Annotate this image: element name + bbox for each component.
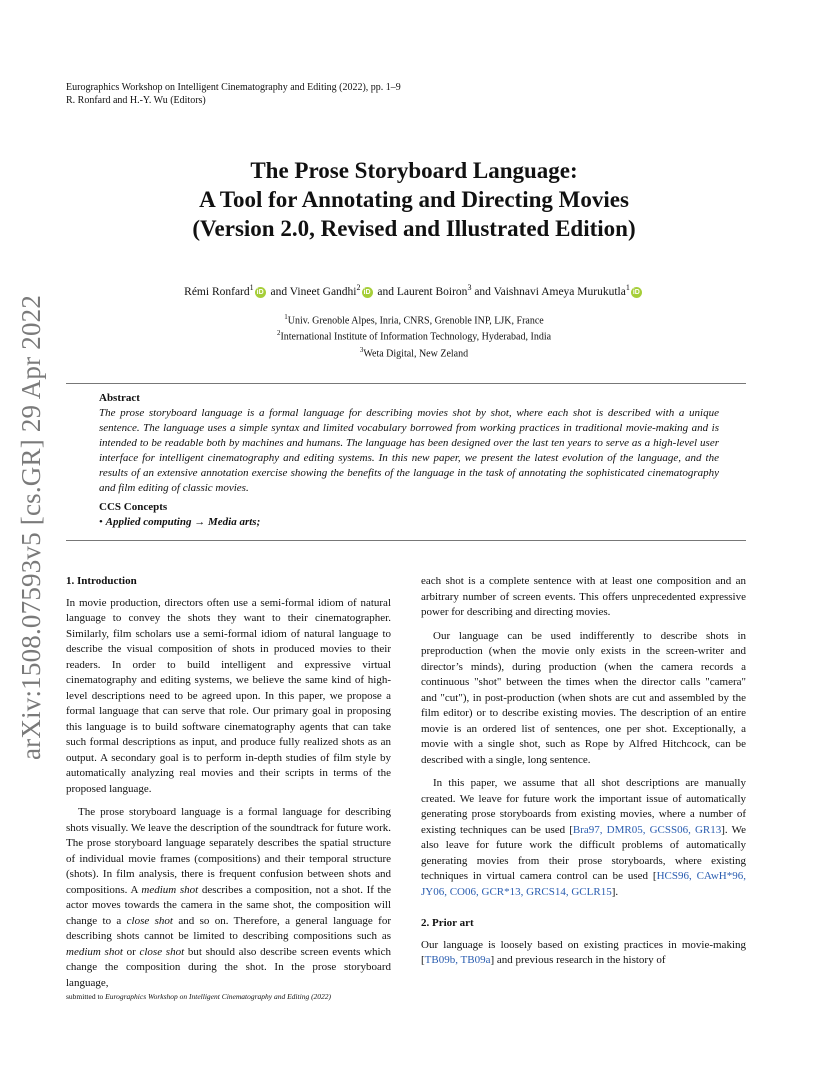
- author-name: Laurent Boiron: [396, 285, 468, 298]
- section-heading: 2. Prior art: [421, 917, 474, 929]
- title-line-2: A Tool for Annotating and Directing Movies: [199, 187, 629, 212]
- author-list: [90, 283, 738, 298]
- ccs-concepts: [99, 515, 719, 530]
- page-footer: [66, 992, 331, 1001]
- ccs-concept: Applied computing: [105, 516, 192, 528]
- arxiv-stamp: arXiv:1508.07593v5 [cs.GR] 29 Apr 2022: [16, 294, 46, 760]
- affiliation: [90, 311, 738, 327]
- affil-text: International Institute of Information Technology, Hyderabad, India: [280, 331, 552, 343]
- running-header: [66, 81, 401, 107]
- paragraph: each shot is a complete sentence with at least one composition and an arbitrary number of screen events. This offers unprecedented expressive power for describing and directing movies.: [421, 575, 746, 618]
- right-column: [421, 574, 746, 977]
- text-run: In this paper, we assume that all shot descriptions are manually created. We leave for future work the important issue of automatically generating prose storyboards from existing movies, where a number of existing techniques can be used [: [421, 777, 746, 836]
- affiliations: [90, 311, 738, 360]
- emphasis: medium shot: [66, 945, 123, 958]
- text-run: ]. We also leave for future work the difficult problems of automatically generating movies from their prose storyboards, where existing techniques in virtual camera control can be used [: [421, 823, 746, 882]
- footer-prefix: submitted to: [66, 992, 106, 1001]
- author-name: Vineet Gandhi: [289, 285, 357, 298]
- paragraph: [421, 938, 746, 969]
- author-name: Vaishnavi Ameya Murukutla: [493, 285, 626, 298]
- author-affil-mark: 2: [356, 283, 361, 292]
- ccs-arrow: →: [194, 516, 206, 528]
- ccs-bullet: •: [99, 516, 103, 528]
- text-run: and so on. Therefore, a general language for describing shots cannot be limited to describing compositions such as: [66, 914, 391, 942]
- text-run: The prose storyboard language is a formal language for describing shots visually. We leave the description of the soundtrack for future work. The prose storyboard language separately describes the spatial structure of individual movie frames (compositions) and their temporal structure (shots). In film analysis, there is frequent confusion between shots and compositions. A: [66, 806, 391, 896]
- abstract-top-rule: [66, 383, 746, 384]
- abstract-heading: Abstract: [99, 392, 140, 404]
- text-run: but should also describe screen events which change the composition during the shot. In the prose storyboard language,: [66, 945, 391, 989]
- paragraph: Our language can be used indifferently to describe shots in preproduction (when the movie only exists in the screen-writer and director’s minds), during production (when the camera records a continuous "shot" between the times when the director calls "camera" and "cut"), in post-production (when shots are cut and assembled by the film editor) or to describe existing movies. The description of an entire movie is an ordered list of sentences, one per shot. Exceptionally, a movie with a single shot, such as Rope by Alfred Hitchcock, can be described with a single, long sentence.: [421, 629, 746, 766]
- author-affil-mark: 1: [249, 283, 254, 292]
- citation-link[interactable]: TB09b, TB09a: [424, 954, 491, 966]
- ccs-heading: CCS Concepts: [99, 501, 168, 513]
- emphasis: close shot: [139, 945, 185, 958]
- text-run: ].: [611, 885, 619, 898]
- author-connector: and: [377, 285, 394, 298]
- abstract-body: The prose storyboard language is a formal language for describing movies shot by shot, where each shot is described with a unique sentence. The language uses a simple syntax and limited vocabulary borrowed from working practices in traditional movie-making and is intended to be readable both by machines and humans. The language has been designed over the last ten years to serve as a high-level user interface for intelligent cinematography and editing systems. In this new paper, we present the latest evolution of the language, and the results of an extensive annotation exercise showing the benefits of the language in the task of annotating the sophisticated cinematography and film editing of classic movies.: [99, 407, 719, 494]
- paper-title: [90, 156, 738, 243]
- title-line-1: The Prose Storyboard Language:: [250, 158, 578, 183]
- affil-mark: 1: [284, 313, 288, 321]
- footer-venue: Eurographics Workshop on Intelligent Cinematography and Editing (2022): [105, 992, 332, 1001]
- header-editors: R. Ronfard and H.-Y. Wu (Editors): [66, 95, 206, 106]
- affil-text: Univ. Grenoble Alpes, Inria, CNRS, Grenoble INP, LJK, France: [287, 315, 544, 327]
- citation-link[interactable]: HCS96, CAwH*96, JY06, CO06, GCR*13, GRCS14, GCLR15: [421, 870, 746, 898]
- paragraph: [421, 776, 746, 900]
- affil-mark: 2: [276, 329, 281, 338]
- emphasis: close shot: [126, 914, 173, 927]
- text-run: ] and previous research in the history of: [490, 954, 666, 966]
- left-column: [66, 574, 391, 999]
- author-affil-mark: 3: [467, 283, 472, 292]
- text-run: or: [122, 945, 140, 958]
- text-run: describes a composition, not a shot. If the actor moves towards the camera in the same shot, the composition will change to a: [66, 883, 391, 927]
- emphasis: medium shot: [141, 883, 199, 896]
- author-affil-mark: 1: [625, 283, 630, 292]
- text-run: Our language is loosely based on existing practices in movie-making [: [421, 938, 746, 966]
- title-line-3: (Version 2.0, Revised and Illustrated Edition): [192, 216, 636, 241]
- author-connector: and: [270, 285, 288, 298]
- abstract-bottom-rule: [66, 540, 746, 541]
- orcid-icon[interactable]: iD: [256, 288, 264, 296]
- affil-text: Weta Digital, New Zeland: [363, 347, 469, 359]
- ccs-concept: Media arts;: [207, 516, 261, 528]
- citation-link[interactable]: Bra97, DMR05, GCSS06, GR13: [572, 823, 722, 836]
- affil-mark: 3: [359, 345, 364, 354]
- header-venue: Eurographics Workshop on Intelligent Cinematography and Editing (2022), pp. 1–9: [66, 82, 401, 93]
- author-name: Rémi Ronfard: [184, 285, 250, 298]
- section-heading: 1. Introduction: [66, 575, 137, 587]
- paragraph: In movie production, directors often use a semi-formal idiom of natural language to convey the shots they want to their cinematographer. Similarly, film scholars use a semi-formal idiom of natural language to describe the visual composition of shots in produced movies to their readers. In order to build intelligent and expressive virtual cinematography and editing systems, we believe the same kind of high-level descriptions need to be agreed upon. In this paper, we propose a formal language that can serve that role. Our primary goal in proposing this language is to build software cinematography agents that can take such formal descriptions as input, and produce fully realized shots as an output. A secondary goal is to perform in-depth studies of film style by automatically analyzing real movies and their scripts in terms of the proposed language.: [66, 596, 391, 795]
- paragraph: [66, 805, 391, 991]
- author-connector: and: [474, 285, 491, 298]
- affiliation: [90, 344, 738, 360]
- abstract-block: [99, 391, 719, 530]
- orcid-icon[interactable]: iD: [632, 288, 640, 296]
- affiliation: [90, 327, 738, 343]
- orcid-icon[interactable]: iD: [363, 288, 371, 296]
